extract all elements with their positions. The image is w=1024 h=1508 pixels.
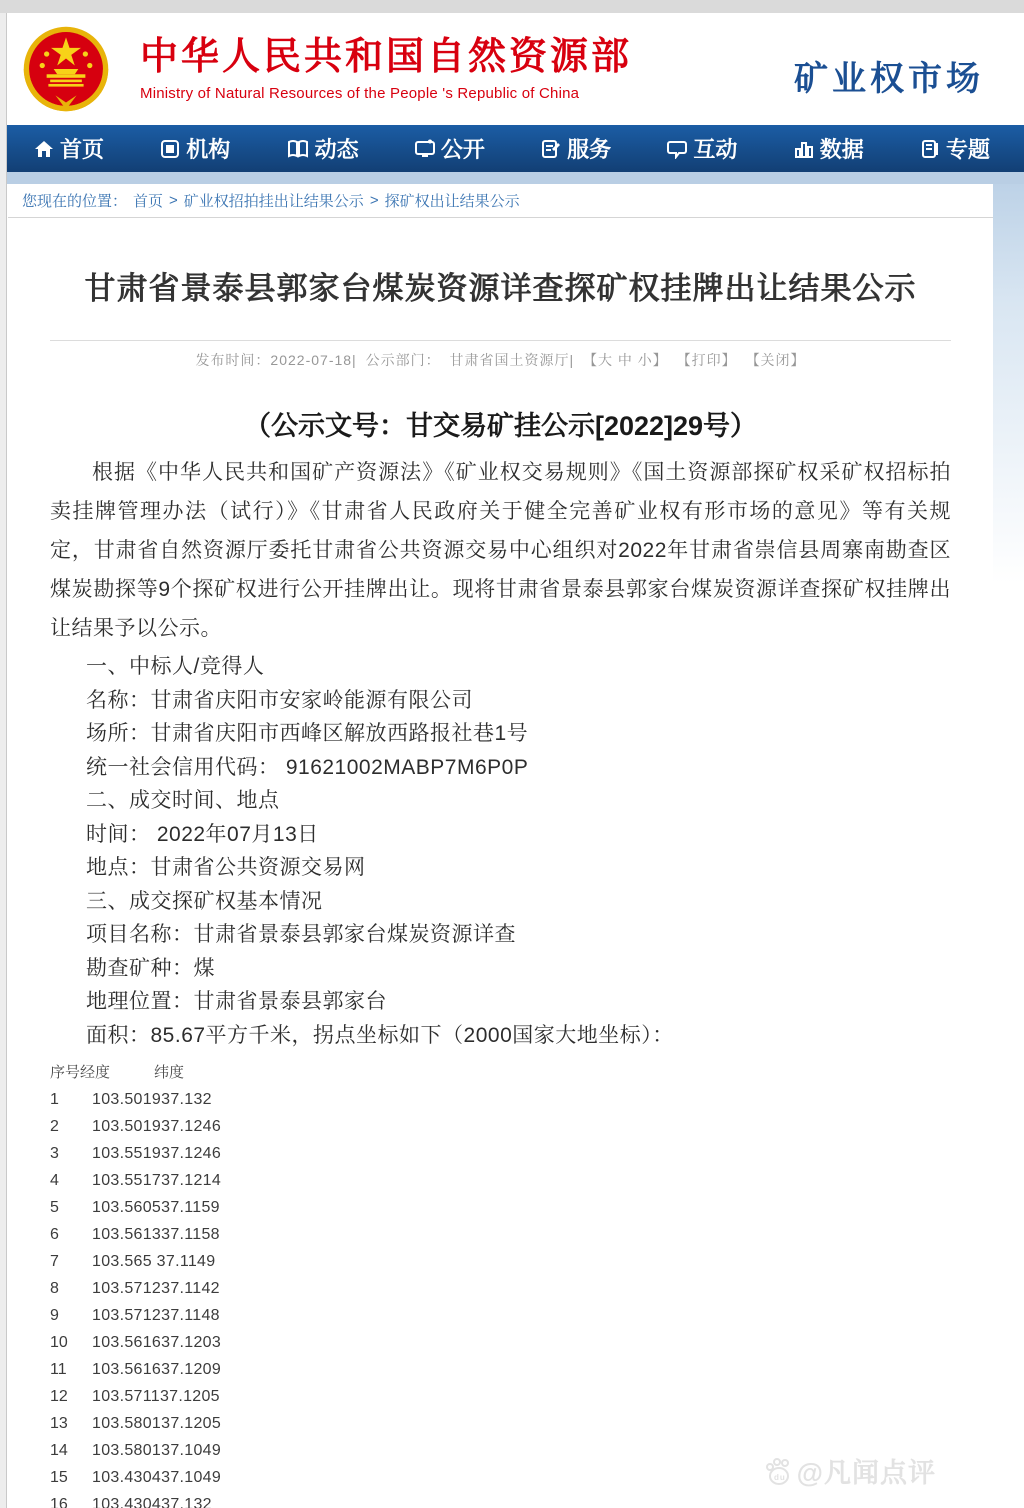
coord-value: 103.501937.132 [92,1091,212,1108]
ministry-title-en: Ministry of Natural Resources of the People 's Republic of China [140,85,580,102]
coord-no: 3 [50,1145,59,1162]
coord-row [50,1410,951,1437]
coord-value: 103.580137.1205 [92,1415,222,1432]
winner-name-line: 名称：甘肃省庆阳市安家岭能源有限公司 [86,688,473,712]
coord-value: 103.580137.1049 [92,1442,222,1459]
doc-number-heading: （公示文号：甘交易矿挂公示[2022]29号） [243,411,758,441]
coord-value: 103.571237.1142 [92,1280,220,1297]
coord-row [50,1383,951,1410]
deal-time-line: 时间： 2022年07月13日 [86,822,319,846]
coord-row [50,1221,951,1248]
coord-no: 13 [50,1415,68,1432]
breadcrumb-item-results[interactable]: 矿业权招拍挂出让结果公示 [183,193,364,210]
winner-address-line: 场所：甘肃省庆阳市西峰区解放西路报社巷1号 [86,722,529,745]
topic-icon [920,139,940,159]
print-button[interactable]: 【打印】 [676,352,737,368]
breadcrumb-item-home[interactable]: 首页 [133,193,164,210]
nav-item-disclosure[interactable] [415,133,485,164]
coord-no: 2 [50,1118,59,1135]
coord-no: 5 [50,1199,59,1216]
watermark [763,1451,936,1490]
nav-label: 数据 [819,137,864,162]
mineral-type-line: 勘查矿种：煤 [86,956,215,980]
svg-text:du: du [773,1472,786,1482]
col-lat: 纬度 [154,1064,185,1081]
nav-label: 机构 [186,137,231,162]
coord-row [50,1140,951,1167]
nav-item-topic[interactable] [920,133,990,164]
article-title: 甘肃省景泰县郭家台煤炭资源详查探矿权挂牌出让结果公示 [84,271,917,306]
breadcrumb-item-exploration[interactable]: 探矿权出让结果公示 [384,193,520,210]
close-button[interactable]: 【关闭】 [745,352,806,368]
breadcrumb-prefix: 您现在的位置： [22,193,128,210]
coord-no: 4 [50,1172,59,1189]
coord-no: 8 [50,1280,59,1297]
location-line: 地理位置：甘肃省景泰县郭家台 [86,990,387,1013]
coord-value: 103.561637.1203 [92,1334,222,1351]
nav-item-news[interactable] [287,133,359,164]
coord-no: 6 [50,1226,59,1243]
dept-value: 甘肃省国土资源厅| [449,352,575,368]
coord-no: 10 [50,1334,68,1351]
coord-row [50,1194,951,1221]
interact-icon [667,139,687,159]
nav-item-data[interactable] [794,133,864,164]
coordinates-list [50,1060,951,1508]
national-emblem-logo [22,24,110,114]
col-lon: 经度 [80,1064,111,1081]
coord-no: 1 [50,1091,59,1108]
coord-row [50,1275,951,1302]
coord-no: 15 [50,1469,68,1486]
coordinates-header [50,1060,951,1086]
section-heading-deal: 二、成交时间、地点 [86,789,280,812]
col-no: 序号 [50,1064,81,1081]
coord-no: 14 [50,1442,68,1459]
breadcrumb-separator: > [169,192,178,209]
right-gradient-strip [993,184,1024,584]
brand-block [140,35,632,102]
paw-du-icon [763,1455,795,1487]
font-size-control[interactable]: 【大 中 小】 [583,352,668,368]
coord-no: 16 [50,1496,68,1508]
left-border-strip [0,13,7,1508]
coord-value: 103.571237.1148 [92,1307,220,1324]
section-heading-winner: 一、中标人/竞得人 [86,655,265,678]
coord-value: 103.430437.132 [92,1496,212,1508]
top-border-strip [0,0,1024,13]
coord-no: 9 [50,1307,59,1324]
watermark-text: @凡闻点评 [796,1458,936,1488]
deal-place-line: 地点：甘肃省公共资源交易网 [86,856,366,879]
nav-item-home[interactable] [34,133,104,164]
coord-row [50,1167,951,1194]
article-meta [50,350,951,370]
title-divider [50,340,951,341]
coord-row [50,1491,951,1508]
credit-code-line: 统一社会信用代码： 91621002MABP7M6P0P [86,755,529,779]
section-heading-basics: 三、成交探矿权基本情况 [86,889,323,913]
site-section-name: 矿业权市场 [794,60,984,98]
coord-value: 103.551737.1214 [92,1172,222,1189]
coord-no: 11 [50,1361,67,1378]
nav-label: 公开 [440,137,485,162]
coord-value: 103.501937.1246 [92,1118,222,1135]
coord-row [50,1329,951,1356]
coord-row [50,1356,951,1383]
coord-row [50,1086,951,1113]
ministry-title-cn: 中华人民共和国自然资源部 [140,36,633,78]
info-lines [86,650,951,1052]
coord-row [50,1113,951,1140]
site-header [0,13,1024,125]
publish-time: 发布时间：2022-07-18| [195,352,357,368]
dept-label: 公示部门： [365,352,441,368]
coord-no: 7 [50,1253,59,1270]
org-icon [160,139,180,159]
area-line: 面积：85.67平方千米，拐点坐标如下（2000国家大地坐标）： [86,1023,674,1047]
coord-value: 103.571137.1205 [92,1388,220,1405]
coord-value: 103.561637.1209 [92,1361,222,1378]
disclosure-icon [415,139,435,159]
nav-item-interact[interactable] [667,133,737,164]
coord-value: 103.560537.1159 [92,1199,220,1216]
nav-label: 首页 [60,137,105,162]
coord-row [50,1248,951,1275]
nav-label: 专题 [945,137,990,162]
news-icon [287,139,309,159]
nav-item-org[interactable] [160,133,230,164]
coord-no: 12 [50,1388,68,1405]
nav-label: 服务 [567,137,612,162]
home-icon [34,139,54,159]
service-icon [541,139,561,159]
breadcrumb [8,184,993,218]
project-name-line: 项目名称：甘肃省景泰县郭家台煤炭资源详查 [86,923,516,946]
article-content [8,218,993,1508]
article-paragraph: 根据《中华人民共和国矿产资源法》《矿业权交易规则》《国土资源部探矿权采矿权招标拍卖挂牌管理办法（试行）》《甘肃省人民政府关于健全完善矿业权有形市场的意见》等有关规定，甘肃省自然资源厅委托甘肃省公共资源交易中心组织对2022年甘肃省崇信县周寨南勘查区煤炭勘探等9个探矿权进行公开挂牌出让。现将甘肃省景泰县郭家台煤炭资源详查探矿权挂牌出让结果予以公示。 [50,461,951,640]
main-nav [0,125,1024,172]
breadcrumb-separator: > [369,192,379,209]
nav-item-service[interactable] [541,133,611,164]
coord-value: 103.561337.1158 [92,1226,220,1243]
coord-value: 103.430437.1049 [92,1469,222,1486]
data-icon [794,139,814,159]
coord-row [50,1302,951,1329]
nav-label: 动态 [314,137,359,162]
coord-value: 103.565 37.1149 [92,1253,216,1270]
nav-label: 互动 [693,137,738,162]
nav-bottom-strip [0,172,1024,184]
coord-value: 103.551937.1246 [92,1145,222,1162]
